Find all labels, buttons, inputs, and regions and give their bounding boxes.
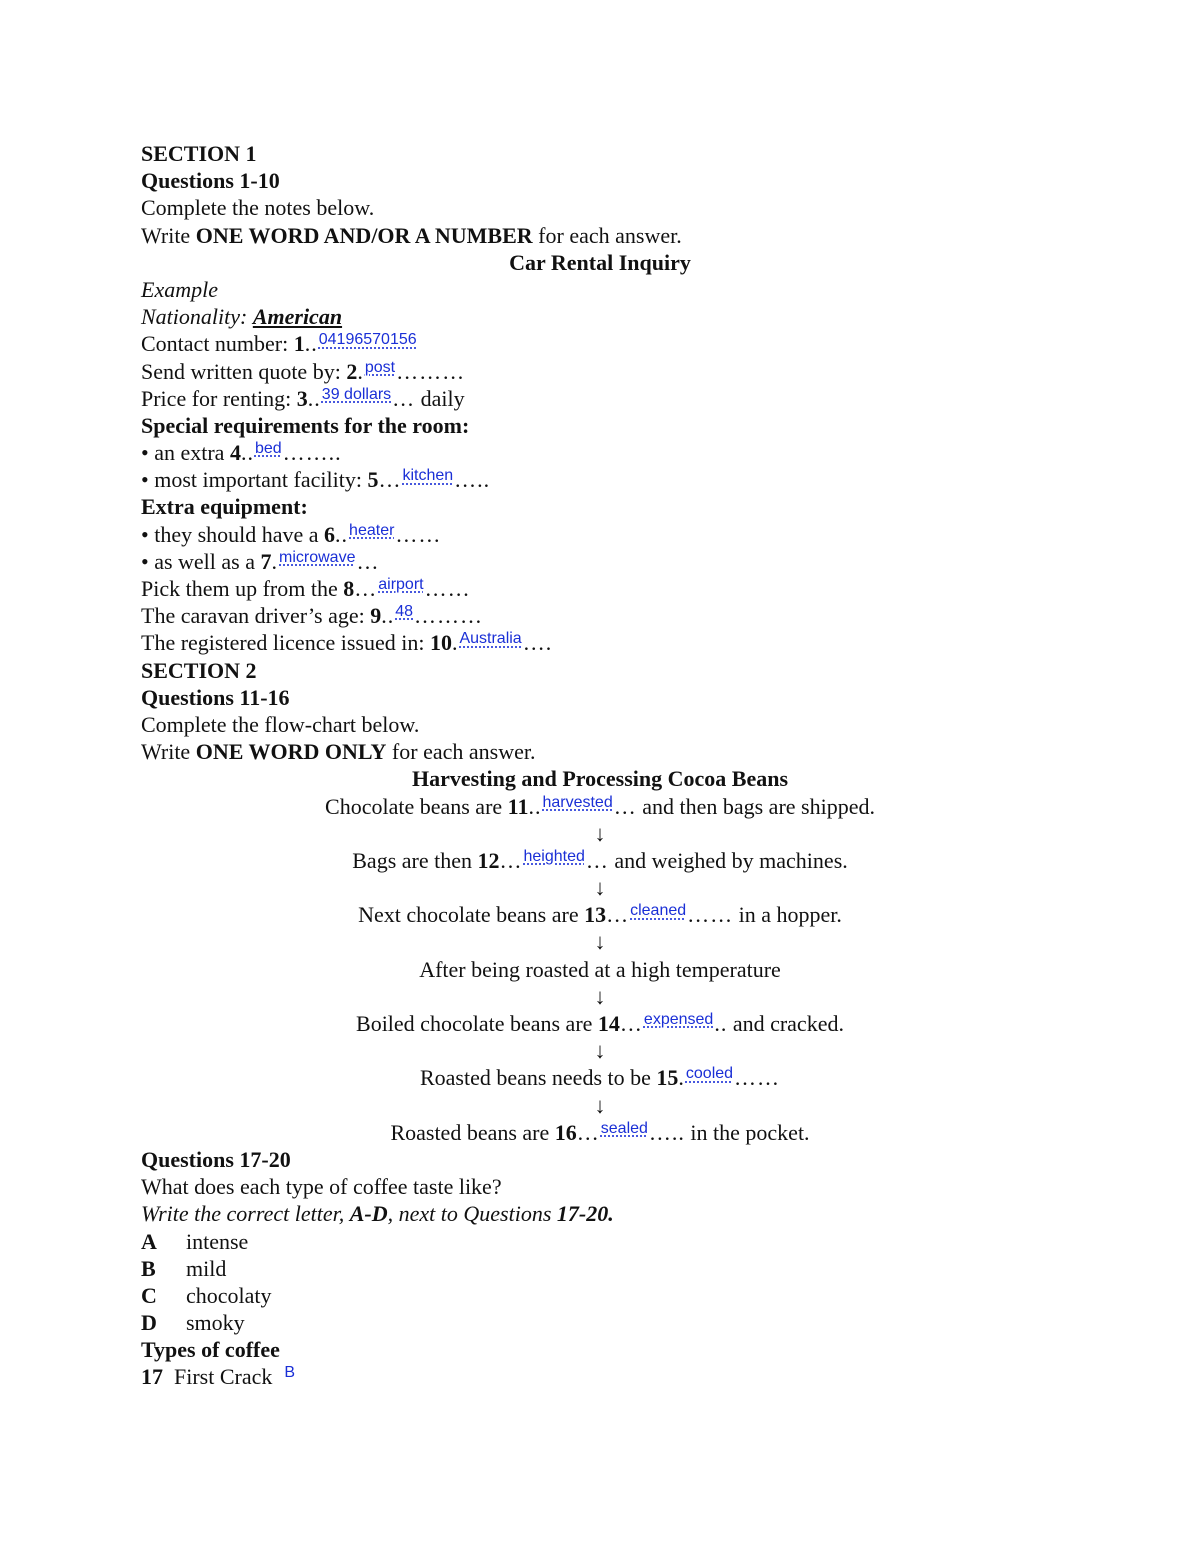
question-10: The registered licence issued in: 10.$^{Australia}$…. (141, 630, 553, 656)
question-17: 17 First Crack $^B$ (141, 1364, 296, 1390)
flow-arrow-icon: ↓ (594, 1038, 606, 1064)
flow-step-roast: After being roasted at a high temperature (419, 956, 781, 982)
answer-field-2[interactable]: post (364, 358, 396, 376)
answer-field-14[interactable]: expensed (643, 1011, 714, 1028)
section1-instruction: Complete the notes below. (141, 195, 375, 221)
section1-heading: SECTION 1 (141, 141, 257, 166)
answer-field-4[interactable]: bed (254, 440, 282, 458)
section1-questions: Questions 1-10 (141, 168, 280, 194)
question-9: The caravan driver’s age: 9..$^{48}$……… (141, 603, 484, 629)
answer-field-8[interactable]: airport (378, 576, 424, 593)
option-d: D smoky (141, 1310, 245, 1336)
question-8: Pick them up from the 8…$^{airport}$…… (141, 576, 471, 601)
section1-write-instruction: Write ONE WORD AND/OR A NUMBER for each answer. (141, 222, 682, 248)
types-of-coffee-heading: Types of coffee (141, 1337, 280, 1363)
example-line: Nationality: American (141, 304, 343, 330)
flow-arrow-icon: ↓ (594, 983, 606, 1009)
answer-field-5[interactable]: kitchen (402, 467, 454, 485)
flow-step-15: Roasted beans needs to be 15.$^{cooled}$…… (419, 1065, 781, 1091)
answer-field-3[interactable]: 39 dollars (321, 385, 392, 403)
flow-arrow-icon: ↓ (594, 875, 606, 901)
answer-field-10[interactable]: Australia (459, 630, 522, 648)
answer-field-6[interactable]: heater (349, 521, 395, 539)
question-7: • as well as a 7.$^{microwave}$… (141, 548, 380, 574)
option-b: B mild (141, 1255, 227, 1281)
example-label: Example (141, 276, 218, 302)
extra-equipment-heading: Extra equipment: (141, 494, 308, 520)
questions-17-20-heading: Questions 17-20 (141, 1146, 291, 1172)
question-6: • they should have a 6..$^{heater}$…… (141, 521, 442, 547)
question-1: Contact number: 1..$^{04196570156}$ (141, 331, 417, 357)
option-c: C chocolaty (141, 1282, 272, 1308)
flowchart-title: Harvesting and Processing Cocoa Beans (411, 766, 789, 792)
question-3: Price for renting: 3..$^{39 dollars}$… daily (141, 385, 465, 411)
answer-field-13[interactable]: cleaned (630, 902, 687, 920)
section2-instruction: Complete the flow-chart below. (141, 711, 420, 737)
flow-step-16: Roasted beans are 16…$^{sealed}$….. in the pocket. (390, 1119, 810, 1145)
section2-questions: Questions 11-16 (141, 684, 290, 710)
questions-17-20-question: What does each type of coffee taste like? (141, 1174, 502, 1200)
section1-title: Car Rental Inquiry (509, 249, 691, 275)
flow-arrow-icon: ↓ (594, 1092, 606, 1118)
flow-arrow-icon: ↓ (594, 929, 606, 955)
answer-field-15[interactable]: cooled (685, 1065, 734, 1083)
answer-field-12[interactable]: heighted (523, 847, 585, 865)
question-2: Send written quote by: 2.$^{post}$……… (141, 358, 466, 384)
answer-field-16[interactable]: sealed (600, 1119, 648, 1137)
flow-step-12: Bags are then 12…$^{heighted}$… and weighed by machines. (352, 847, 848, 873)
answer-field-9[interactable]: 48 (395, 603, 414, 621)
example-answer: American (252, 304, 343, 330)
answer-field-7[interactable]: microwave (279, 548, 356, 566)
section2-write-instruction: Write ONE WORD ONLY for each answer. (141, 739, 536, 765)
questions-17-20-instruction: Write the correct letter, A-D, next to Questions 17-20. (141, 1201, 614, 1227)
question-4: • an extra 4..$^{bed}$…….. (141, 440, 342, 466)
flow-step-11: Chocolate beans are 11..$^{harvested}$… and then bags are shipped. (325, 793, 875, 819)
answer-field-1[interactable]: 04196570156 (318, 331, 417, 349)
flow-arrow-icon: ↓ (594, 820, 606, 846)
special-requirements-heading: Special requirements for the room: (141, 412, 470, 438)
flow-step-14: Boiled chocolate beans are 14…$^{expensed}$.. and cracked. (356, 1011, 844, 1036)
question-5: • most important facility: 5…$^{kitchen}$….. (141, 467, 491, 493)
flow-step-13: Next chocolate beans are 13…$^{cleaned}$…… in a hopper. (358, 902, 842, 928)
option-a: A intense (141, 1228, 249, 1254)
answer-field-17[interactable]: B (284, 1364, 296, 1382)
document-page (141, 140, 1059, 1391)
answer-field-11[interactable]: harvested (542, 793, 613, 811)
section2-heading: SECTION 2 (141, 657, 257, 683)
